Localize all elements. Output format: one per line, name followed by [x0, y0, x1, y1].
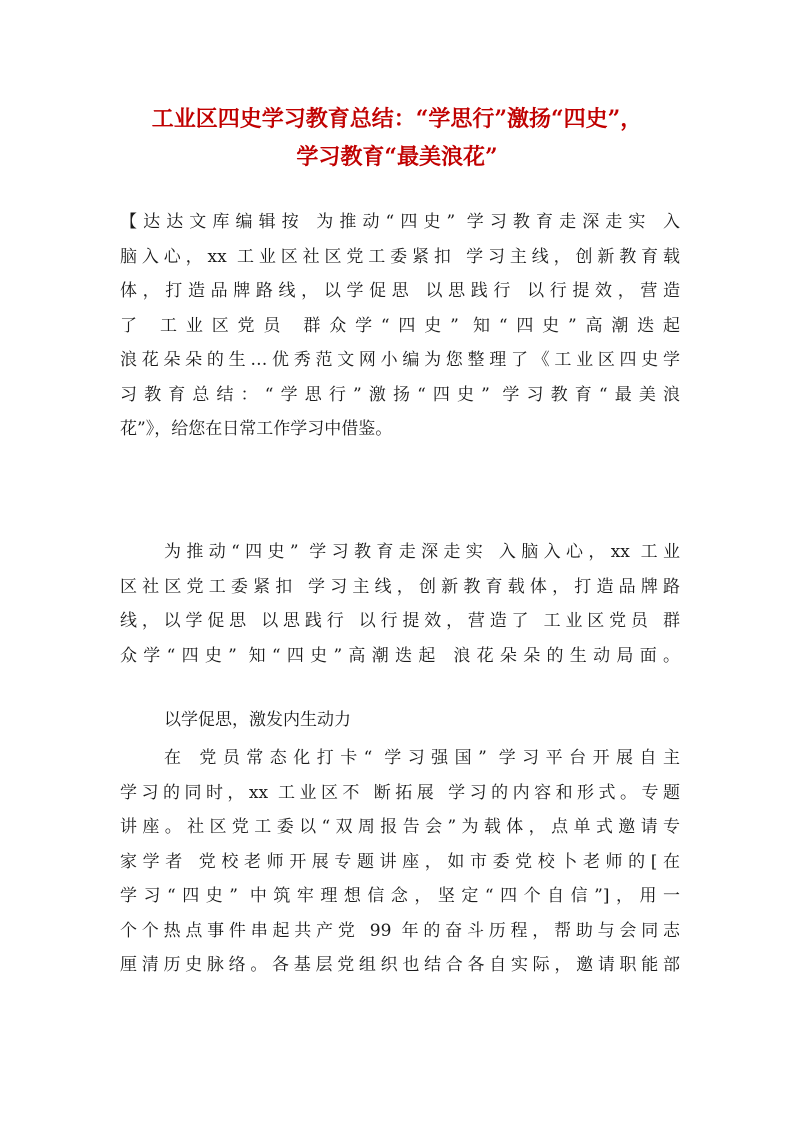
section-heading [120, 703, 680, 738]
body-line: 在 党员常态化打卡“ 学习强国” 学习平台开展自主 [164, 748, 680, 768]
editor-note-line: 脑入心，xx 工业区社区党工委紧扣 学习主线，创新教育载 [120, 246, 680, 267]
body-line: 厘清历史脉络。各基层党组织也结合各自实际，邀请职能部 [120, 955, 680, 975]
body-line: 个个热点事件串起共产党 99 年的奋斗历程，帮助与会同志 [120, 920, 680, 941]
editor-note-line: 浪花朵朵的生…优秀范文网小编为您整理了《工业区四史学 [120, 350, 680, 370]
editor-note-line: 花”》，给您在日常工作学习中借鉴。 [120, 419, 393, 439]
body-line: 讲座。社区党工委以“双周报告会”为载体，点单式邀请专 [120, 817, 680, 837]
body-line: 学习的同时，xx 工业区不 断拓展 学习的内容和形式。专题 [120, 782, 680, 803]
editor-note-line: 习教育总结：“学思行”激扬“四史” 学习教育“最美浪 [120, 384, 680, 405]
editor-note [120, 205, 680, 447]
body-line: 众学“四史” 知“四史”高潮迭起 浪花朵朵的生动局面。 [120, 645, 680, 666]
section-heading-text: 以学促思，激发内生动力 [164, 710, 351, 730]
body-line: 为推动“四史” 学习教育走深走实 入脑入心，xx 工业 [164, 542, 680, 562]
body-paragraph-2 [120, 741, 680, 983]
body-paragraph-1 [120, 535, 680, 673]
editor-note-line: 了 工业区党员 群众学“四史” 知“四史”高潮迭起 [120, 315, 680, 336]
body-line: 家学者 党校老师开展专题讲座，如市委党校卜老师的[在 [120, 851, 680, 872]
body-line: 学习“四史” 中筑牢理想信念，坚定“四个自信”]，用一 [120, 886, 680, 906]
body-line: 区社区党工委紧扣 学习主线，创新教育载体，打造品牌路 [120, 576, 680, 597]
editor-note-line: 【达达文库编辑按 为推动“四史” 学习教育走深走实 入 [120, 212, 680, 232]
document-title-line-2: 学习教育“最美浪花” [296, 144, 498, 170]
editor-note-line: 体，打造品牌路线，以学促思 以思践行 以行提效，营造 [120, 281, 680, 301]
body-line: 线，以学促思 以思践行 以行提效，营造了 工业区党员 群 [120, 611, 680, 631]
document-title-line-1: 工业区四史学习教育总结：“学思行”激扬“四史”， [151, 106, 643, 132]
